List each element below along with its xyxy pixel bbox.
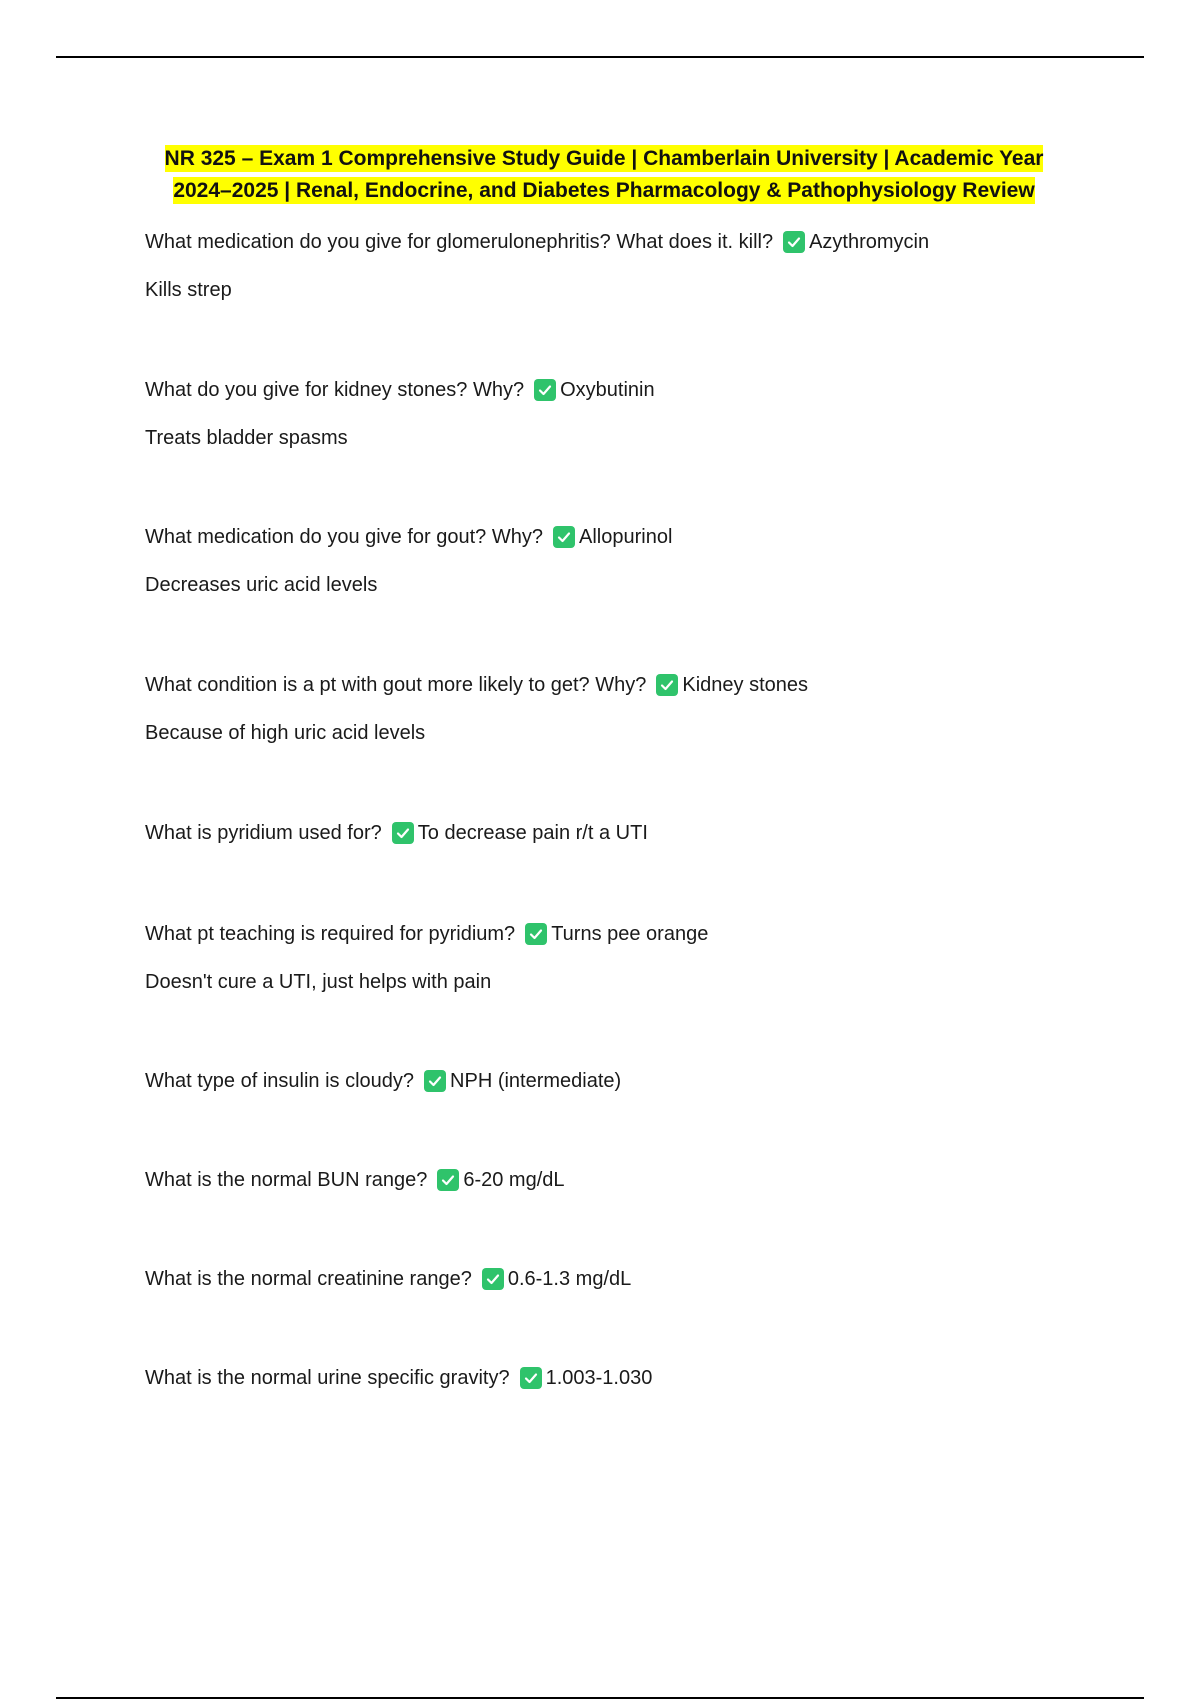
answer-text: NPH (intermediate) xyxy=(450,1070,622,1092)
green-check-box-icon xyxy=(525,923,547,945)
green-check-box-icon xyxy=(482,1268,504,1290)
question-text: What pt teaching is required for pyridium? xyxy=(145,923,516,945)
answer-text: Kidney stones xyxy=(682,674,808,696)
qa-item xyxy=(145,1068,1105,1094)
answer-text: Allopurinol xyxy=(579,526,673,548)
qa-item xyxy=(145,229,1105,303)
question-text: What medication do you give for glomerulonephritis? What does it. kill? xyxy=(145,231,774,253)
answer-detail: Doesn't cure a UTI, just helps with pain xyxy=(145,971,492,993)
answer-text: Turns pee orange xyxy=(551,923,709,945)
question-text: What is the normal creatinine range? xyxy=(145,1268,472,1290)
question-text: What is the normal urine specific gravity? xyxy=(145,1367,510,1389)
qa-item xyxy=(145,1167,1105,1193)
green-check-box-icon xyxy=(534,379,556,401)
qa-item xyxy=(145,377,1105,451)
question-text: What medication do you give for gout? Why? xyxy=(145,526,543,548)
answer-text: Azythromycin xyxy=(809,231,930,253)
answer-detail: Kills strep xyxy=(145,279,232,301)
top-rule xyxy=(56,56,1144,58)
question-text: What do you give for kidney stones? Why? xyxy=(145,379,525,401)
qa-item xyxy=(145,820,1105,846)
qa-item xyxy=(145,672,1105,746)
answer-text: 6-20 mg/dL xyxy=(463,1169,565,1191)
qa-item xyxy=(145,1365,1105,1391)
qa-item xyxy=(145,524,1105,598)
question-text: What is pyridium used for? xyxy=(145,822,382,844)
green-check-box-icon xyxy=(783,231,805,253)
question-text: What condition is a pt with gout more likely to get? Why? xyxy=(145,674,647,696)
green-check-box-icon xyxy=(656,674,678,696)
answer-detail: Decreases uric acid levels xyxy=(145,574,378,596)
qa-item xyxy=(145,921,1105,995)
qa-item xyxy=(145,1266,1105,1292)
green-check-box-icon xyxy=(392,822,414,844)
question-text: What is the normal BUN range? xyxy=(145,1169,428,1191)
bottom-rule xyxy=(56,1697,1144,1699)
green-check-box-icon xyxy=(424,1070,446,1092)
green-check-box-icon xyxy=(553,526,575,548)
document-title xyxy=(145,143,1063,207)
answer-text: Oxybutinin xyxy=(560,379,655,401)
answer-detail: Treats bladder spasms xyxy=(145,427,348,449)
green-check-box-icon xyxy=(437,1169,459,1191)
question-text: What type of insulin is cloudy? xyxy=(145,1070,415,1092)
answer-detail: Because of high uric acid levels xyxy=(145,722,426,744)
answer-text: 1.003-1.030 xyxy=(545,1367,653,1389)
answer-text: 0.6-1.3 mg/dL xyxy=(507,1268,632,1290)
answer-text: To decrease pain r/t a UTI xyxy=(417,822,648,844)
title-line-1: NR 325 – Exam 1 Comprehensive Study Guide | Chamberlain University | Academic Year xyxy=(164,147,1044,170)
green-check-box-icon xyxy=(520,1367,542,1389)
title-line-2: 2024–2025 | Renal, Endocrine, and Diabetes Pharmacology & Pathophysiology Review xyxy=(173,179,1035,202)
